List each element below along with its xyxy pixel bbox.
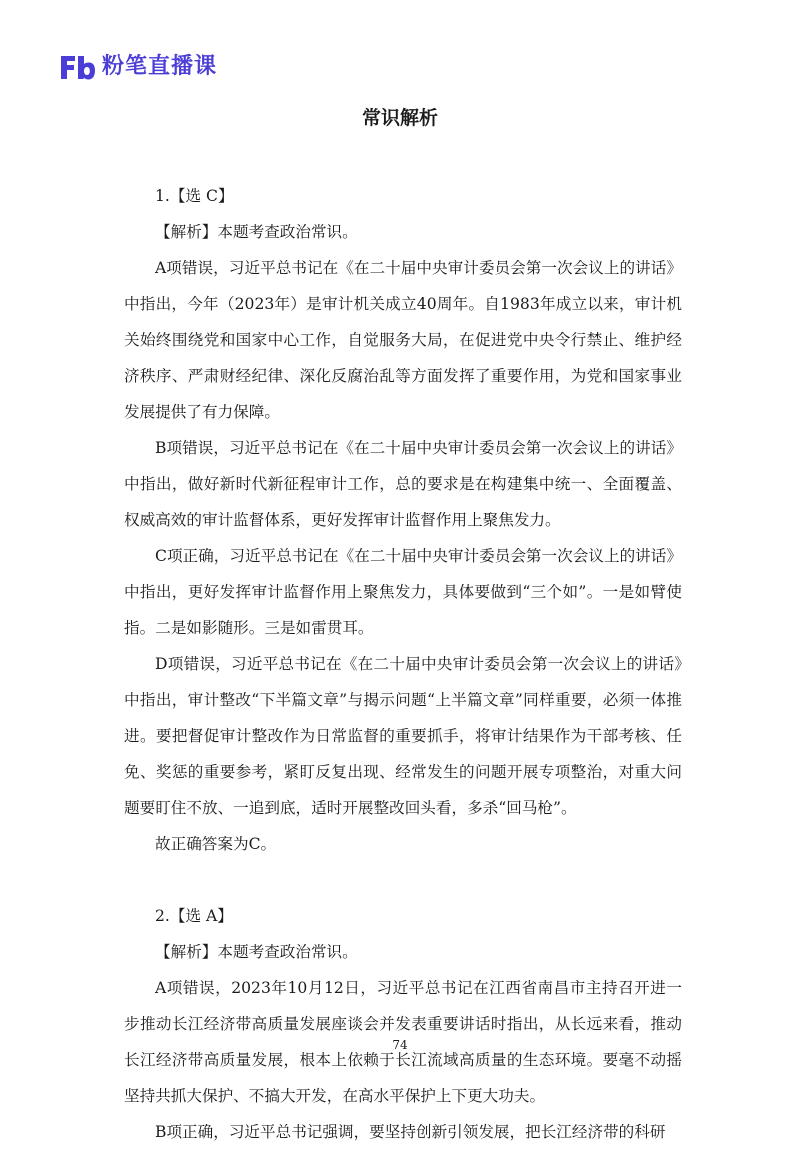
page-title: 常识解析	[361, 107, 438, 129]
brand-logo	[58, 52, 217, 82]
q2-answer-label: 2.【选 A】	[155, 907, 233, 925]
q1-conclusion: 故正确答案为C。	[155, 835, 277, 853]
q1-option-b: B项错误，习近平总书记在《在二十届中央审计委员会第一次会议上的讲话》中指出，做好新时代新征程审计工作，总的要求是在构建集中统一、全面覆盖、权威高效的审计监督体系，更好发挥审计监督作用上聚焦发力。	[124, 439, 682, 529]
q1-option-c: C项正确，习近平总书记在《在二十届中央审计委员会第一次会议上的讲话》中指出，更好发挥审计监督作用上聚焦发力，具体要做到“三个如”。一是如臂使指。二是如影随形。三是如雷贯耳。	[124, 547, 682, 637]
section-spacer	[124, 862, 682, 898]
q2-option-b: B项正确，习近平总书记强调，要坚持创新引领发展，把长江经济带的科研	[155, 1123, 666, 1141]
q2-option-a: A项错误，2023年10月12日，习近平总书记在江西省南昌市主持召开进一步推动长江经济带高质量发展座谈会并发表重要讲话时指出，从长远来看，推动长江经济带高质量发展，根本上依赖于长江流域高质量的生态环境。要毫不动摇坚持共抓大保护、不搞大开发，在高水平保护上下更大功夫。	[124, 979, 682, 1105]
q1-analysis-intro: 【解析】本题考查政治常识。	[155, 223, 358, 241]
q1-option-a: A项错误，习近平总书记在《在二十届中央审计委员会第一次会议上的讲话》中指出，今年（2023年）是审计机关成立40周年。自1983年成立以来，审计机关始终围绕党和国家中心工作，自觉服务大局，在促进党中央令行禁止、维护经济秩序、严肃财经纪律、深化反腐治乱等方面发挥了重要作用，为党和国家事业发展提供了有力保障。	[124, 259, 682, 421]
q1-answer-label: 1.【选 C】	[155, 187, 234, 205]
q2-analysis-intro: 【解析】本题考查政治常识。	[155, 943, 358, 961]
document-body	[124, 178, 682, 1150]
brand-name: 粉笔直播课	[102, 54, 218, 79]
q1-option-d: D项错误，习近平总书记在《在二十届中央审计委员会第一次会议上的讲话》中指出，审计整改“下半篇文章”与揭示问题“上半篇文章”同样重要，必须一体推进。要把督促审计整改作为日常监督的重要抓手，将审计结果作为干部考核、任免、奖惩的重要参考，紧盯反复出现、经常发生的问题开展专项整治，对重大问题要盯住不放、一追到底，适时开展整改回头看，多杀“回马枪”。	[124, 655, 682, 817]
fb-logo-icon	[58, 52, 96, 82]
page-number: 74	[392, 1038, 408, 1052]
